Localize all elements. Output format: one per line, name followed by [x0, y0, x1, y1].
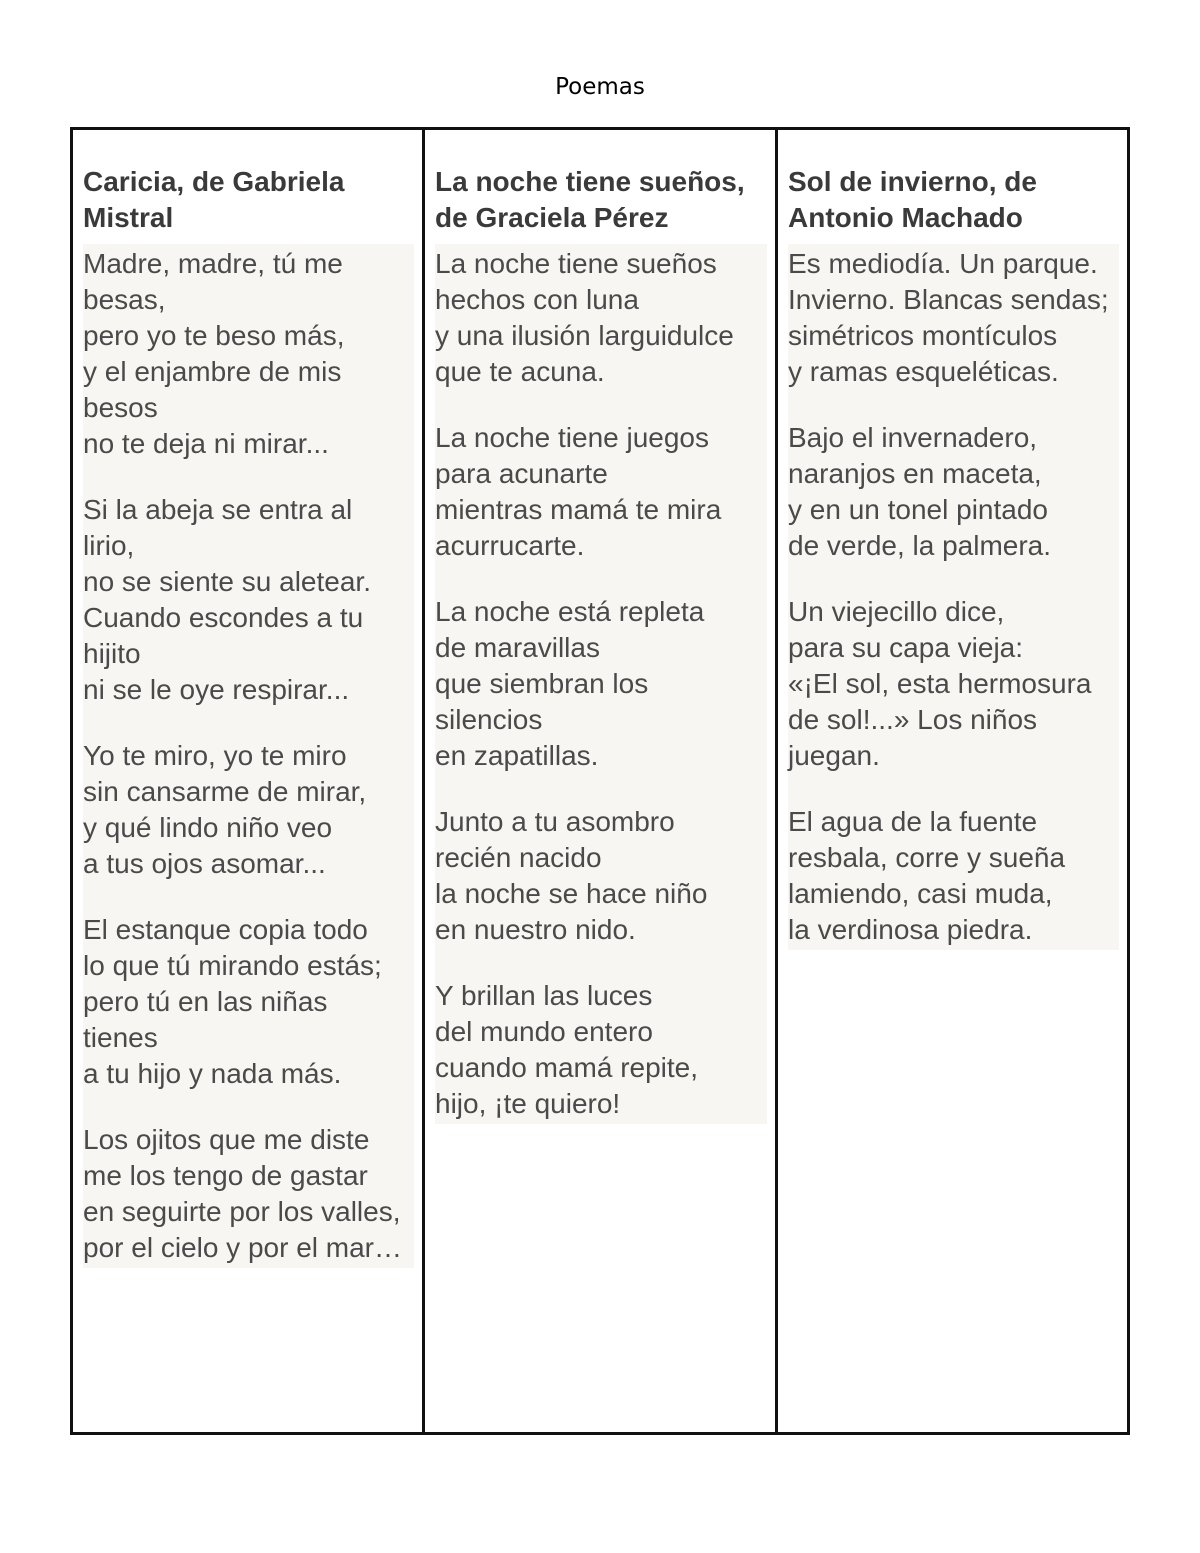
- verse-line: La noche tiene sueños: [435, 248, 717, 279]
- verse-line: Es mediodía. Un parque.: [788, 248, 1098, 279]
- verse-line: La noche está repleta: [435, 596, 705, 627]
- verse-line: del mundo entero: [435, 1016, 653, 1047]
- verse-line: en seguirte por los valles,: [83, 1196, 401, 1227]
- verse-line: Junto a tu asombro: [435, 806, 675, 837]
- verse-line: simétricos montículos: [788, 320, 1058, 351]
- stanza: [788, 594, 1113, 774]
- poem-title: Caricia, de Gabriela Mistral: [83, 166, 345, 233]
- verse-line: La noche tiene juegos: [435, 422, 709, 453]
- verse-line: Bajo el invernadero,: [788, 422, 1038, 453]
- verse-line: naranjos en maceta,: [788, 458, 1042, 489]
- verse-line: de verde, la palmera.: [788, 530, 1052, 561]
- poem-column-mistral: [73, 130, 425, 1432]
- verse-line: sin cansarme de mirar,: [83, 776, 367, 807]
- verse-line: El agua de la fuente: [788, 806, 1038, 837]
- stanza: [435, 804, 761, 948]
- stanza: [435, 420, 761, 564]
- stanza: [83, 912, 408, 1092]
- stanza: [83, 246, 408, 462]
- poem-body: [83, 244, 414, 1268]
- verse-line: que te acuna.: [435, 356, 605, 387]
- verse-line: recién nacido: [435, 842, 602, 873]
- verse-line: pero tú en las niñas tienes: [83, 986, 328, 1053]
- verse-line: El estanque copia todo: [83, 914, 368, 945]
- verse-line: Invierno. Blancas sendas;: [788, 284, 1109, 315]
- verse-line: Si la abeja se entra al lirio,: [83, 494, 353, 561]
- verse-line: hijo, ¡te quiero!: [435, 1088, 621, 1119]
- verse-line: Un viejecillo dice,: [788, 596, 1005, 627]
- stanza: [788, 804, 1113, 948]
- verse-line: Y brillan las luces: [435, 980, 653, 1011]
- verse-line: ni se le oye respirar...: [83, 674, 350, 705]
- verse-line: acurrucarte.: [435, 530, 585, 561]
- verse-line: hechos con luna: [435, 284, 639, 315]
- poem-column-machado: [778, 130, 1127, 1432]
- verse-line: mientras mamá te mira: [435, 494, 722, 525]
- verse-line: Cuando escondes a tu hijito: [83, 602, 364, 669]
- verse-line: Yo te miro, yo te miro: [83, 740, 347, 771]
- verse-line: «¡El sol, esta hermosura: [788, 668, 1092, 699]
- stanza: [435, 978, 761, 1122]
- verse-line: para su capa vieja:: [788, 632, 1024, 663]
- stanza: [435, 594, 761, 774]
- poem-body: [788, 244, 1119, 950]
- stanza: [435, 246, 761, 390]
- verse-line: que siembran los silencios: [435, 668, 649, 735]
- poem-column-perez: [425, 130, 778, 1432]
- page-title: Poemas: [555, 74, 645, 100]
- verse-line: lo que tú mirando estás;: [83, 950, 382, 981]
- stanza: [83, 738, 408, 882]
- verse-line: me los tengo de gastar: [83, 1160, 368, 1191]
- verse-line: y qué lindo niño veo: [83, 812, 333, 843]
- verse-line: y una ilusión larguidulce: [435, 320, 734, 351]
- verse-line: de maravillas: [435, 632, 600, 663]
- verse-line: lamiendo, casi muda,: [788, 878, 1053, 909]
- stanza: [83, 1122, 408, 1266]
- verse-line: a tu hijo y nada más.: [83, 1058, 342, 1089]
- verse-line: para acunarte: [435, 458, 608, 489]
- poem-table: [70, 127, 1130, 1435]
- verse-line: en zapatillas.: [435, 740, 599, 771]
- verse-line: no te deja ni mirar...: [83, 428, 329, 459]
- verse-line: resbala, corre y sueña: [788, 842, 1066, 873]
- verse-line: y en un tonel pintado: [788, 494, 1048, 525]
- stanza: [788, 420, 1113, 564]
- verse-line: Los ojitos que me diste: [83, 1124, 370, 1155]
- verse-line: por el cielo y por el mar…: [83, 1232, 403, 1263]
- verse-line: Madre, madre, tú me besas,: [83, 248, 343, 315]
- poem-body: [435, 244, 767, 1124]
- verse-line: y el enjambre de mis besos: [83, 356, 342, 423]
- verse-line: a tus ojos asomar...: [83, 848, 326, 879]
- verse-line: de sol!...» Los niños juegan.: [788, 704, 1038, 771]
- verse-line: y ramas esqueléticas.: [788, 356, 1059, 387]
- verse-line: la verdinosa piedra.: [788, 914, 1033, 945]
- stanza: [788, 246, 1113, 390]
- verse-line: en nuestro nido.: [435, 914, 636, 945]
- verse-line: pero yo te beso más,: [83, 320, 345, 351]
- verse-line: la noche se hace niño: [435, 878, 708, 909]
- poem-title: La noche tiene sueños, de Graciela Pérez: [435, 166, 745, 233]
- poem-title: Sol de invierno, de Antonio Machado: [788, 166, 1037, 233]
- verse-line: cuando mamá repite,: [435, 1052, 699, 1083]
- verse-line: no se siente su aletear.: [83, 566, 371, 597]
- stanza: [83, 492, 408, 708]
